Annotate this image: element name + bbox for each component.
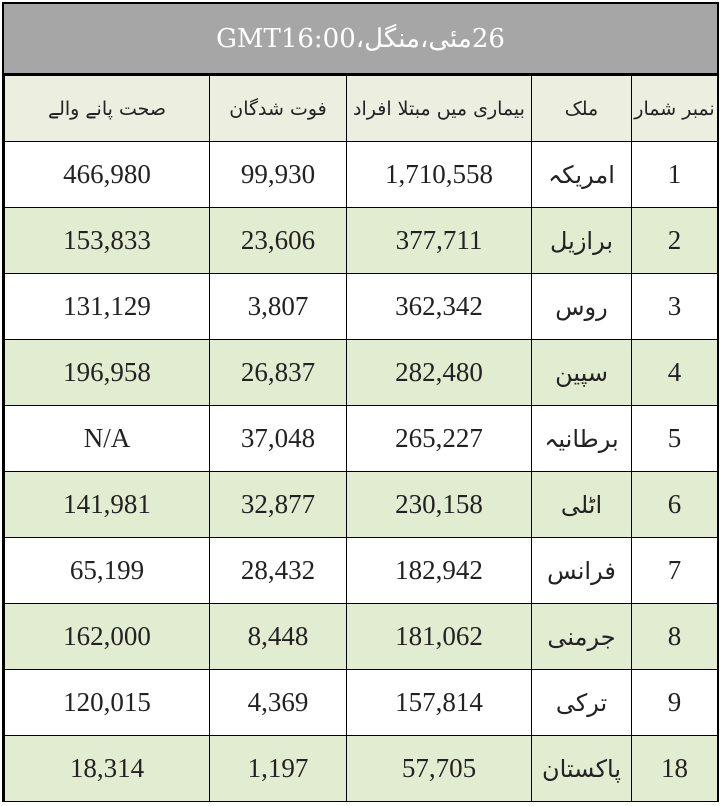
country-cell: اٹلی <box>532 472 632 538</box>
rank-cell: 8 <box>632 604 718 670</box>
header-deaths: فوت شدگان <box>210 76 347 142</box>
header-rank: نمبر شمار <box>632 76 718 142</box>
cases-cell: 377,711 <box>347 208 532 274</box>
country-cell: پاکستان <box>532 736 632 802</box>
table-row <box>5 604 718 670</box>
header-recovered: صحت پانے والے <box>5 76 210 142</box>
rank-cell: 6 <box>632 472 718 538</box>
table-row <box>5 208 718 274</box>
recovered-cell: 120,015 <box>5 670 210 736</box>
recovered-cell: 466,980 <box>5 142 210 208</box>
country-cell: فرانس <box>532 538 632 604</box>
cases-cell: 181,062 <box>347 604 532 670</box>
country-cell: برطانیہ <box>532 406 632 472</box>
deaths-cell: 3,807 <box>210 274 347 340</box>
header-row <box>5 76 718 142</box>
deaths-cell: 32,877 <box>210 472 347 538</box>
deaths-cell: 99,930 <box>210 142 347 208</box>
deaths-cell: 1,197 <box>210 736 347 802</box>
recovered-cell: 131,129 <box>5 274 210 340</box>
rank-cell: 7 <box>632 538 718 604</box>
country-cell: سپین <box>532 340 632 406</box>
table-row <box>5 406 718 472</box>
header-cases: بیماری میں مبتلا افراد <box>347 76 532 142</box>
stats-table <box>4 75 718 802</box>
rank-cell: 5 <box>632 406 718 472</box>
recovered-cell: 18,314 <box>5 736 210 802</box>
table-row <box>5 274 718 340</box>
deaths-cell: 26,837 <box>210 340 347 406</box>
country-cell: برازیل <box>532 208 632 274</box>
cases-cell: 282,480 <box>347 340 532 406</box>
recovered-cell: 196,958 <box>5 340 210 406</box>
deaths-cell: 23,606 <box>210 208 347 274</box>
country-cell: ترکی <box>532 670 632 736</box>
rank-cell: 4 <box>632 340 718 406</box>
deaths-cell: 4,369 <box>210 670 347 736</box>
rank-cell: 18 <box>632 736 718 802</box>
country-cell: جرمنی <box>532 604 632 670</box>
cases-cell: 230,158 <box>347 472 532 538</box>
rank-cell: 1 <box>632 142 718 208</box>
deaths-cell: 37,048 <box>210 406 347 472</box>
recovered-cell: N/A <box>5 406 210 472</box>
rank-cell: 2 <box>632 208 718 274</box>
table-row <box>5 538 718 604</box>
table-row <box>5 340 718 406</box>
country-cell: امریکہ <box>532 142 632 208</box>
cases-cell: 362,342 <box>347 274 532 340</box>
cases-cell: 157,814 <box>347 670 532 736</box>
deaths-cell: 8,448 <box>210 604 347 670</box>
cases-cell: 265,227 <box>347 406 532 472</box>
table-title: 26مئی،منگل،GMT16:00 <box>4 4 717 75</box>
recovered-cell: 65,199 <box>5 538 210 604</box>
recovered-cell: 141,981 <box>5 472 210 538</box>
table-row <box>5 670 718 736</box>
table-row <box>5 142 718 208</box>
rank-cell: 3 <box>632 274 718 340</box>
cases-cell: 1,710,558 <box>347 142 532 208</box>
deaths-cell: 28,432 <box>210 538 347 604</box>
rank-cell: 9 <box>632 670 718 736</box>
table-row <box>5 736 718 802</box>
table-row <box>5 472 718 538</box>
recovered-cell: 162,000 <box>5 604 210 670</box>
recovered-cell: 153,833 <box>5 208 210 274</box>
stats-table-frame <box>2 2 719 802</box>
country-cell: روس <box>532 274 632 340</box>
header-country: ملک <box>532 76 632 142</box>
cases-cell: 57,705 <box>347 736 532 802</box>
cases-cell: 182,942 <box>347 538 532 604</box>
